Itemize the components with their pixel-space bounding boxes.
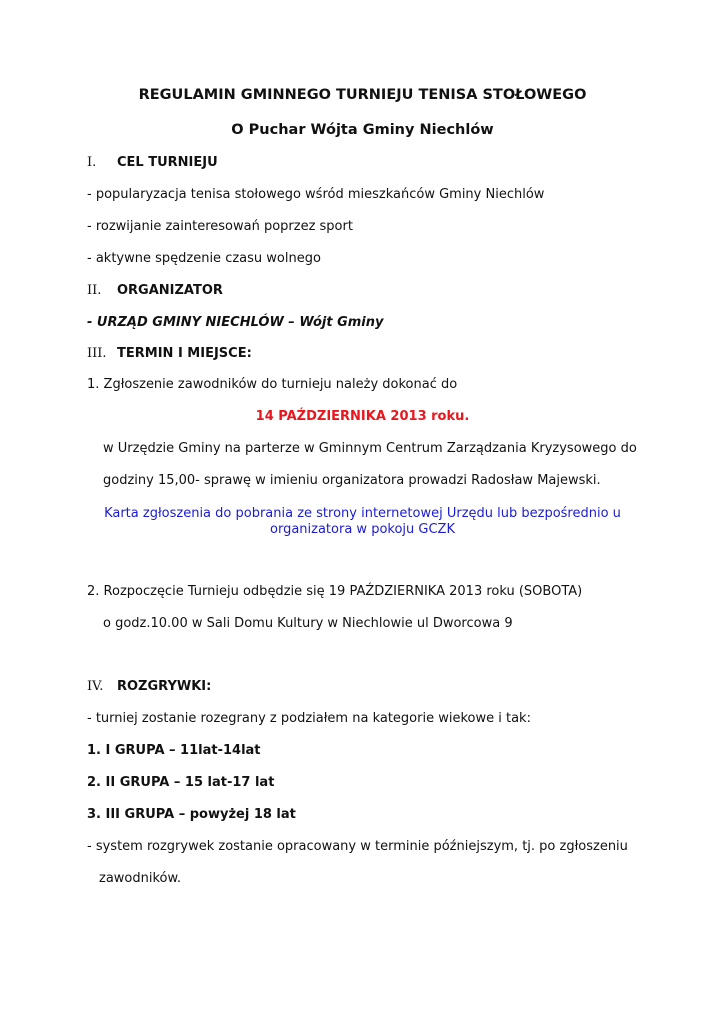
section-heading-organizator [87, 283, 223, 299]
paragraph-system-line: zawodników. [99, 871, 182, 886]
section-heading-rozgrywki [87, 679, 211, 695]
paragraph-registration-line: w Urzędzie Gminy na parterze w Gminnym Centrum Zarządzania Kryzysowego do [103, 441, 637, 456]
list-item: 1. I GRUPA – 11lat-14lat [87, 743, 261, 758]
paragraph-registration: 1. Zgłoszenie zawodników do turnieju należy dokonać do [87, 377, 458, 392]
registration-deadline: 14 PAŹDZIERNIKA 2013 roku. [255, 409, 470, 424]
section-heading-label: ROZGRYWKI: [117, 679, 212, 694]
section-heading-cel [87, 155, 218, 171]
paragraph-categories: - turniej zostanie rozegrany z podziałem na kategorie wiekowe i tak: [87, 711, 531, 726]
registration-form-note: Karta zgłoszenia do pobrania ze strony internetowej Urzędu lub bezpośrednio u [104, 506, 621, 521]
organizer-name: - URZĄD GMINY NIECHLÓW – Wójt Gminy [87, 315, 384, 330]
paragraph-system: - system rozgrywek zostanie opracowany w terminie późniejszym, tj. po zgłoszeniu [87, 839, 628, 854]
section-numeral: I. [87, 155, 97, 170]
list-item: 3. III GRUPA – powyżej 18 lat [87, 807, 296, 822]
list-item: - popularyzacja tenisa stołowego wśród mieszkańców Gminy Niechlów [87, 187, 545, 202]
paragraph-registration-line: godziny 15,00- sprawę w imieniu organizatora prowadzi Radosław Majewski. [103, 473, 601, 488]
list-item: - aktywne spędzenie czasu wolnego [87, 251, 321, 266]
section-heading-label: CEL TURNIEJU [117, 155, 218, 170]
registration-form-note: organizatora w pokoju GCZK [270, 522, 455, 537]
paragraph-start: 2. Rozpoczęcie Turnieju odbędzie się 19 PAŹDZIERNIKA 2013 roku (SOBOTA) [87, 584, 583, 599]
list-item: 2. II GRUPA – 15 lat-17 lat [87, 775, 275, 790]
section-numeral: II. [87, 283, 102, 298]
section-numeral: IV. [87, 679, 104, 694]
section-numeral: III. [87, 346, 107, 361]
document-title: REGULAMIN GMINNEGO TURNIEJU TENISA STOŁOWEGO [138, 87, 587, 103]
list-item: - rozwijanie zainteresowań poprzez sport [87, 219, 353, 234]
section-heading-label: TERMIN I MIEJSCE: [117, 346, 252, 361]
document-subtitle: O Puchar Wójta Gminy Niechlów [231, 122, 494, 138]
section-heading-label: ORGANIZATOR [117, 283, 223, 298]
section-heading-termin [87, 346, 252, 362]
paragraph-start-line: o godz.10.00 w Sali Domu Kultury w Niechlowie ul Dworcowa 9 [103, 616, 513, 631]
